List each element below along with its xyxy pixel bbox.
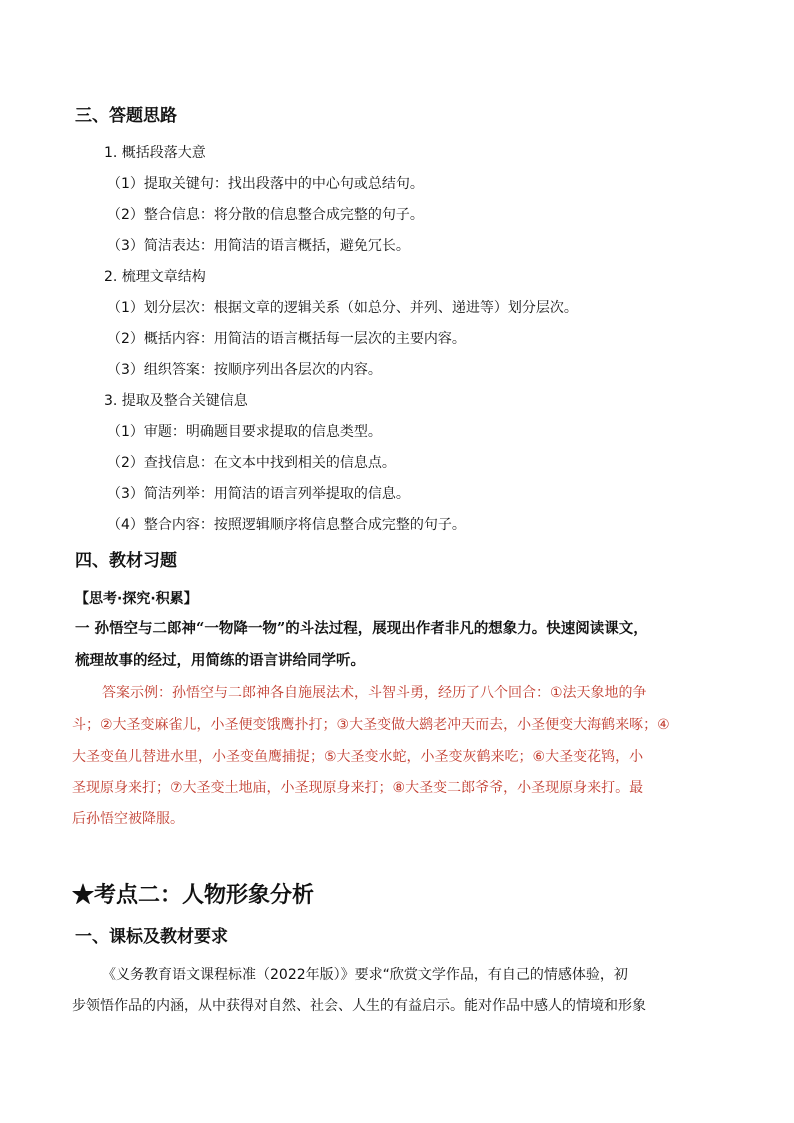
question-line: 梳理故事的经过，用简练的语言讲给同学听。 [75, 652, 365, 669]
answer-line: 大圣变鱼儿替进水里，小圣变鱼鹰捕捉；⑤大圣变水蛇，小圣变灰鹤来吃；⑥大圣变花鸨，小 [72, 749, 644, 765]
list-item: （3）简洁列举：用简洁的语言列举提取的信息。 [107, 486, 410, 502]
question-line: 一 孙悟空与二郎神“一物降一物”的斗法过程，展现出作者非凡的想象力。快速阅读课文， [75, 620, 648, 637]
subheading-article-structure: 2. 梳理文章结构 [104, 269, 206, 285]
list-item: （2）概括内容：用简洁的语言概括每一层次的主要内容。 [107, 331, 466, 347]
answer-line: 斗；②大圣变麻雀儿，小圣便变饿鹰扑打；③大圣变做大鹚老冲天而去，小圣便变大海鹤来啄；④ [72, 717, 670, 733]
list-item: （1）划分层次：根据文章的逻辑关系（如总分、并列、递进等）划分层次。 [107, 300, 578, 316]
list-item: （3）简洁表达：用简洁的语言概括，避免冗长。 [107, 238, 410, 254]
list-item: （3）组织答案：按顺序列出各层次的内容。 [107, 362, 382, 378]
list-item: （2）查找信息：在文本中找到相关的信息点。 [107, 455, 396, 471]
list-item: （1）审题：明确题目要求提取的信息类型。 [107, 424, 382, 440]
exercise-tag: 【思考·探究·积累】 [75, 591, 198, 607]
body-text-line: 《义务教育语文课程标准（2022年版）》要求“欣赏文学作品，有自己的情感体验，初 [102, 967, 628, 983]
list-item: （1）提取关键句：找出段落中的中心句或总结句。 [107, 176, 424, 192]
section-heading-answer-approach: 三、答题思路 [75, 106, 177, 126]
section-heading-textbook-exercises: 四、教材习题 [75, 551, 177, 571]
answer-line: 后孙悟空被降服。 [72, 811, 184, 827]
subheading-key-information: 3. 提取及整合关键信息 [104, 393, 248, 409]
list-item: （4）整合内容：按照逻辑顺序将信息整合成完整的句子。 [107, 517, 466, 533]
body-text-line: 步领悟作品的内涵，从中获得对自然、社会、人生的有益启示。能对作品中感人的情境和形象 [72, 998, 646, 1014]
answer-line: 圣现原身来打；⑦大圣变土地庙，小圣现原身来打；⑧大圣变二郎爷爷，小圣现原身来打。最 [72, 780, 644, 796]
answer-line: 答案示例：孙悟空与二郎神各自施展法术，斗智斗勇，经历了八个回合：①法天象地的争 [102, 685, 647, 701]
section-heading-curriculum-requirements: 一、课标及教材要求 [75, 927, 228, 947]
list-item: （2）整合信息：将分散的信息整合成完整的句子。 [107, 207, 424, 223]
subheading-summarize-paragraph: 1. 概括段落大意 [104, 145, 206, 161]
key-point-heading: ★考点二：人物形象分析 [72, 882, 315, 908]
